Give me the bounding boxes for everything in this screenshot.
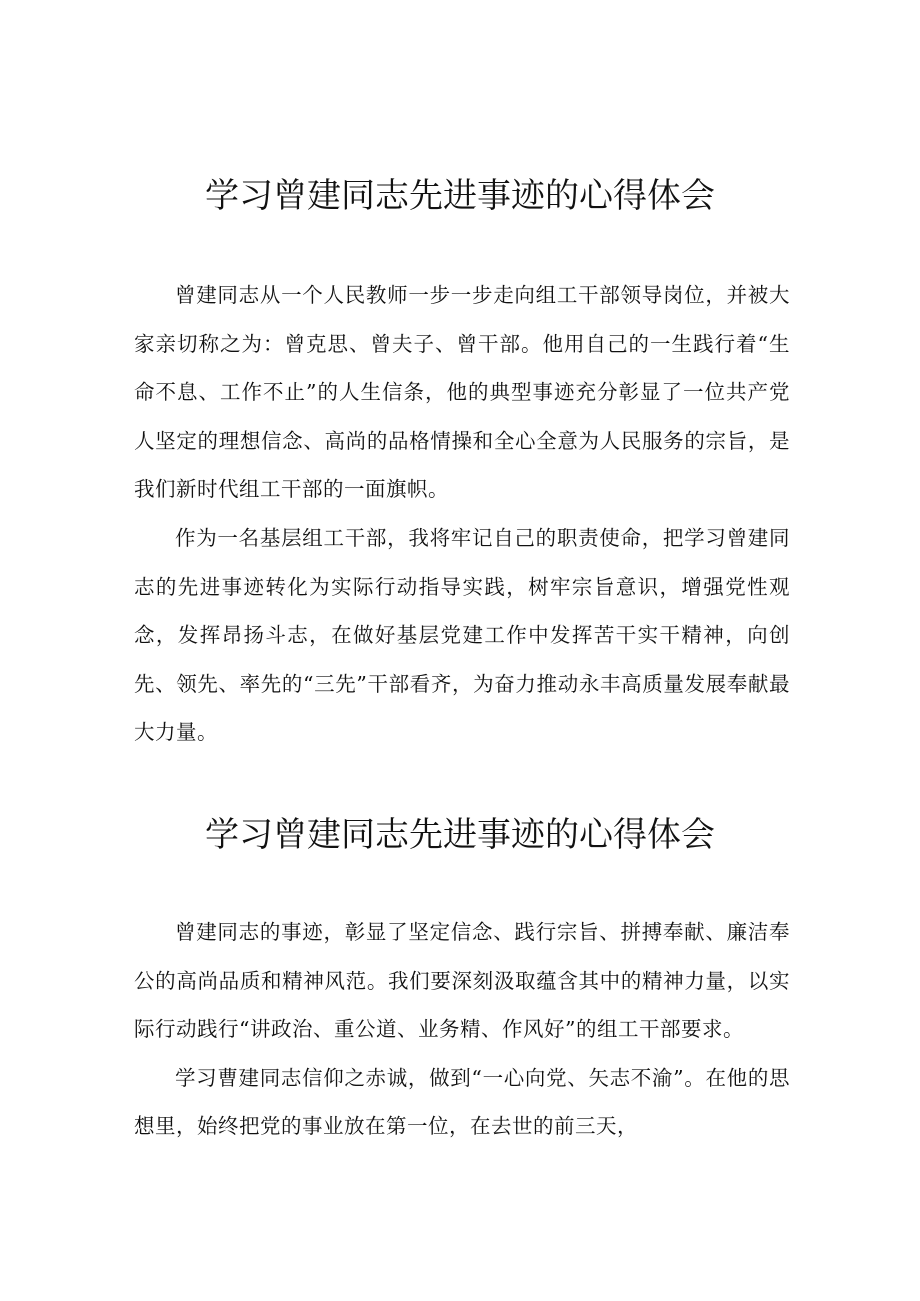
paragraph: 作为一名基层组工干部，我将牢记自己的职责使命，把学习曾建同志的先进事迹转化为实际行动指导实践，树牢宗旨意识，增强党性观念，发挥昂扬斗志，在做好基层党建工作中发挥苦干实干精神，向创先、领先、率先的“三先”干部看齐，为奋力推动永丰高质量发展奉献最大力量。	[134, 525, 790, 745]
section-body-1	[134, 271, 790, 757]
paragraph: 曾建同志从一个人民教师一步一步走向组工干部领导岗位，并被大家亲切称之为：曾克思、曾夫子、曾干部。他用自己的一生践行着“生命不息、工作不止”的人生信条，他的典型事迹充分彰显了一位共产党人坚定的理想信念、高尚的品格情操和全心全意为人民服务的宗旨，是我们新时代组工干部的一面旗帜。	[134, 283, 790, 502]
section-body-2	[134, 908, 790, 1151]
section-title-2: 学习曾建同志先进事迹的心得体会	[205, 815, 715, 855]
paragraph: 曾建同志的事迹，彰显了坚定信念、践行宗旨、拼搏奉献、廉洁奉公的高尚品质和精神风范。我们要深刻汲取蕴含其中的精神力量，以实际行动践行“讲政治、重公道、业务精、作风好”的组工干部要求。	[134, 920, 790, 1042]
section-title-1: 学习曾建同志先进事迹的心得体会	[205, 176, 715, 216]
paragraph: 学习曹建同志信仰之赤诚，做到“一心向党、矢志不渝”。在他的思想里，始终把党的事业放在第一位，在去世的前三天，	[134, 1065, 790, 1139]
